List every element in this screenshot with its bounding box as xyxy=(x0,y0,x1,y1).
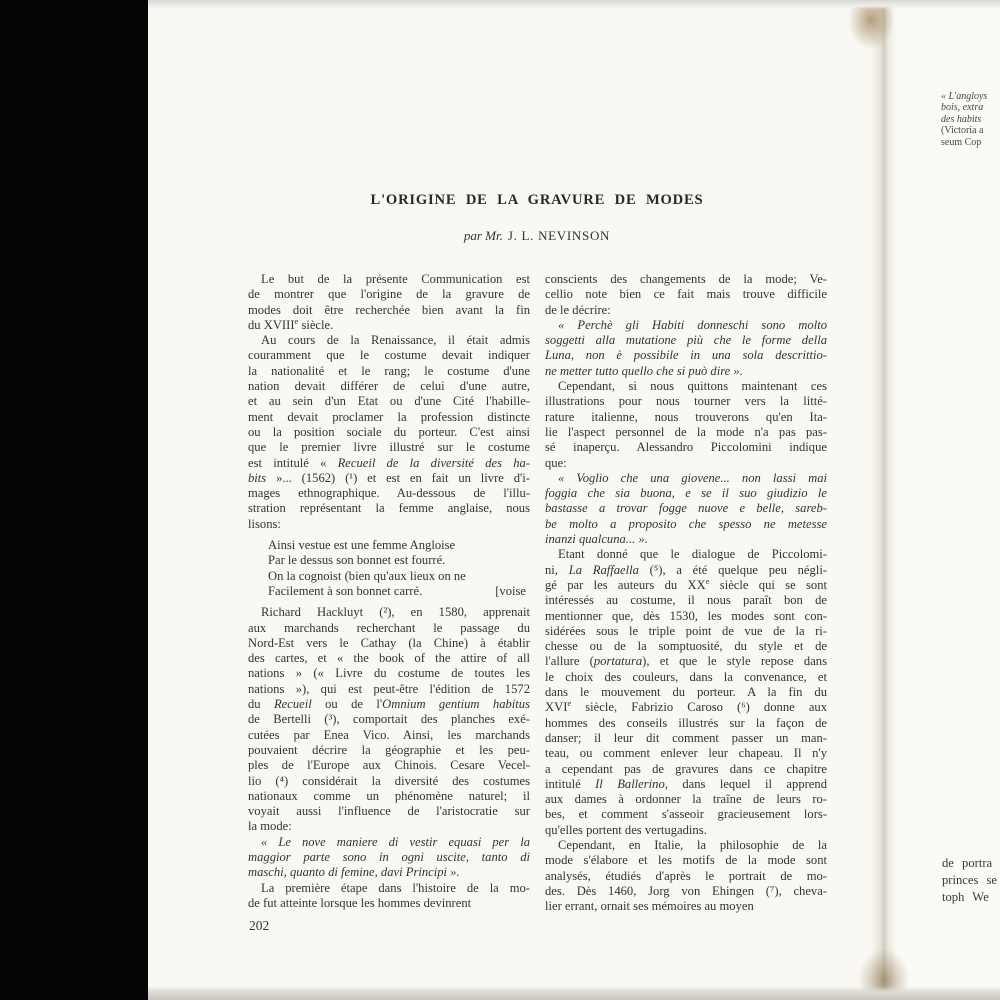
margin-caption-line: (Victoria a xyxy=(941,125,984,137)
margin-caption-line: des habits xyxy=(941,113,982,125)
text-line: « Perchè gli Habiti donneschi sono molto xyxy=(558,317,827,332)
text-line: modes doit être recherchée bien avant la fin xyxy=(248,302,530,317)
text-line: Ainsi vestue est une femme Angloise xyxy=(268,538,456,553)
text-line: maschi, quanto di femine, davi Principi ». xyxy=(248,865,460,880)
text-line: hommes des conseils illustrés sur la façon de xyxy=(545,715,827,730)
text-line: maggior parte sono in ogni uscite, tanto di xyxy=(248,849,530,864)
text-line: dans le mouvement du porteur. A la fin du xyxy=(545,685,827,700)
text-line: ni, La Raffaella (⁵), a été quelque peu négli- xyxy=(545,562,827,577)
text-line: du XVIIIe siècle. xyxy=(248,317,334,332)
text-line: la mode: xyxy=(248,819,292,834)
text-line: pouvaient décrire la géographie et les peu- xyxy=(248,742,530,757)
text-line: de le décrire: xyxy=(545,302,611,317)
text-line: qu'elles portent des vertugadins. xyxy=(545,822,707,837)
text-line: de Bertelli (³), comportait des planches exé- xyxy=(248,712,530,727)
book-gutter-shadow xyxy=(0,0,148,1000)
text-line: et au sein d'un Etat ou d'une Cité l'habille- xyxy=(248,394,530,409)
text-line: de montrer que l'origine de la gravure de xyxy=(248,287,530,302)
text-line: « Le nove maniere di vestir equasi per la xyxy=(261,834,530,849)
text-line: La première étape dans l'histoire de la mo- xyxy=(261,880,530,895)
margin-caption-line: princes se xyxy=(942,873,998,887)
margin-caption-line: seum Cop xyxy=(941,136,982,148)
margin-caption-line: de portra xyxy=(942,856,993,870)
text-line: bits »... (1562) (¹) et est en fait un livre d'i- xyxy=(248,470,530,485)
text-line: ment devait proclamer la profession distincte xyxy=(248,409,530,424)
text-line: teau, ou comment enlever leur chapeau. Il n'y xyxy=(545,746,827,761)
text-line: intitulé Il Ballerino, dans lequel il apprend xyxy=(545,776,827,791)
text-line: du Recueil ou de l'Omnium gentium habitus xyxy=(248,697,530,712)
text-line: voyait aussi l'influence de l'aristocratie sur xyxy=(248,804,530,819)
verse-carryover: [voise xyxy=(495,583,526,598)
text-line: illustrations pour nous tourner vers la litté- xyxy=(545,394,827,409)
text-line: que le premier livre illustré sur le costume xyxy=(248,440,530,455)
text-line: Cependant, si nous quittons maintenant ces xyxy=(558,379,827,394)
text-line: lio (⁴) considérait la diversité des costumes xyxy=(248,773,530,788)
text-line: stration représentant la femme anglaise, nous xyxy=(248,501,530,516)
text-line: foggia che sia buona, e se il suo giudizio le xyxy=(545,486,827,501)
text-line: ne metter tutto quello che si può dire ». xyxy=(545,363,743,378)
text-line: la nationalité et le rang; le costume d'une xyxy=(248,363,530,378)
text-line: que: xyxy=(545,455,567,470)
text-line: danser; il leur dit comment passer un man- xyxy=(545,730,827,745)
margin-caption-top xyxy=(941,91,1000,148)
text-line: bastasse a trovar fogge nuove e belle, sareb- xyxy=(545,501,827,516)
text-line: Le but de la présente Communication est xyxy=(261,272,530,286)
text-line: Richard Hackluyt (²), en 1580, apprenait xyxy=(261,605,530,620)
text-line: nations » (« Livre du costume de toutes les xyxy=(248,666,530,681)
byline-author: J. L. NEVINSON xyxy=(507,228,611,243)
text-line: bes, et comment s'asseoir gracieusement lors- xyxy=(545,807,827,822)
text-line: a cependant pas de gravures dans ce chapitre xyxy=(545,761,827,776)
text-column-left xyxy=(248,272,530,911)
text-line: chesse ou de la somptuosité, du style et de xyxy=(545,639,827,654)
text-line: « Voglio che una giovene... non lassi mai xyxy=(558,470,827,485)
text-line: Etant donné que le dialogue de Piccolomi- xyxy=(558,547,827,562)
text-line: soggetti alla mutatione più che le forme della xyxy=(545,333,827,348)
facing-page-edge xyxy=(893,0,1000,1000)
text-line: mages ethnographique. Au-dessous de l'illu- xyxy=(248,486,530,501)
margin-caption-line: « L'angloys xyxy=(941,91,988,102)
text-line: aux dames à ordonner la traîne de leurs ro- xyxy=(545,792,827,807)
text-line: Par le dessus son bonnet est fourré. xyxy=(268,553,446,568)
text-line: lier errant, ornait ses mémoires au moyen xyxy=(545,899,754,914)
text-line: mode s'élabore et les motifs de la mode sont xyxy=(545,853,827,868)
page-number: 202 xyxy=(249,918,270,933)
text-line: est intitulé « Recueil de la diversité des ha- xyxy=(248,455,530,470)
text-line: rature italienne, nous trouverons qu'en Ita- xyxy=(545,409,827,424)
text-line: cutées par Enea Vico. Ainsi, les marchands xyxy=(248,727,530,742)
text-line: On la cognoist (bien qu'aux lieux on ne xyxy=(268,568,466,583)
text-column-right xyxy=(545,272,827,914)
text-line: ples de l'Europe aux Chinois. Cesare Vecel- xyxy=(248,758,530,773)
article-byline xyxy=(248,228,826,244)
text-line: inanzi qualcuna... ». xyxy=(545,532,648,547)
text-line: Nord-Est vers le Cathay (la Chine) à établir xyxy=(248,635,530,650)
text-line: lie l'aspect personnel de la mode n'a pas pas- xyxy=(545,424,827,439)
text-line: [voise Facilement à son bonnet carré. xyxy=(268,583,526,598)
text-line: nation devait différer de celui d'une autre, xyxy=(248,379,530,394)
text-line: intéressés au costume, il nous paraît bon de xyxy=(545,593,827,608)
text-line: des. Dès 1460, Jorg von Ehingen (⁷), cheva- xyxy=(545,883,827,898)
text-line: nationaux comme un phénomène naturel; il xyxy=(248,788,530,803)
text-line: XVIe siècle, Fabrizio Caroso (⁶) donne aux xyxy=(545,700,827,715)
text-line: be molto a proposito che spesso ne metesse xyxy=(545,516,827,531)
article-title: L'ORIGINE DE LA GRAVURE DE MODES xyxy=(370,192,704,208)
text-line: ou la position sociale du porteur. C'est ainsi xyxy=(248,424,530,439)
text-line: sé inaperçu. Alessandro Piccolomini indique xyxy=(545,440,827,455)
text-line: l'allure (portatura), et que le style repose dans xyxy=(545,654,827,669)
page-edge-top xyxy=(148,0,1000,9)
page-edge-bottom xyxy=(148,986,1000,1000)
text-line: conscients des changements de la mode; Ve- xyxy=(545,272,827,286)
text-line: des cartes, et « the book of the attire of all xyxy=(248,651,530,666)
text-line: gé par les auteurs du XXe siècle qui se sont xyxy=(545,577,827,592)
text-line: le choix des couleurs, dans la convenance, et xyxy=(545,669,827,684)
text-line: aux marchands recherchant le passage du xyxy=(248,620,530,635)
margin-caption-line: bois, extra xyxy=(941,102,984,114)
margin-caption-line: toph We xyxy=(942,890,989,904)
text-line: nations »), qui est peut-être l'édition de 1572 xyxy=(248,681,530,696)
text-line: Cependant, en Italie, la philosophie de la xyxy=(558,837,827,852)
text-line: couramment que le costume devait indiquer xyxy=(248,348,530,363)
text-line: de fut atteinte lorsque les hommes devinrent xyxy=(248,895,472,910)
page-fold-crease xyxy=(871,0,897,1000)
text-line: Luna, non è possibile in una sola descrittio- xyxy=(545,348,827,363)
text-line: cellio note bien ce fait mais trouve difficile xyxy=(545,287,827,302)
byline-prefix: par Mr. xyxy=(463,228,503,243)
text-line: sidérées sous le triple point de vue de la ri- xyxy=(545,623,827,638)
text-line: analysés, étudiés d'après le portrait de mo- xyxy=(545,868,827,883)
text-line: lisons: xyxy=(248,516,281,531)
text-line: Au cours de la Renaissance, il était admis xyxy=(261,333,530,348)
text-line: mentionner que, dès 1530, les modes sont con- xyxy=(545,608,827,623)
margin-caption-bottom xyxy=(942,855,1000,906)
